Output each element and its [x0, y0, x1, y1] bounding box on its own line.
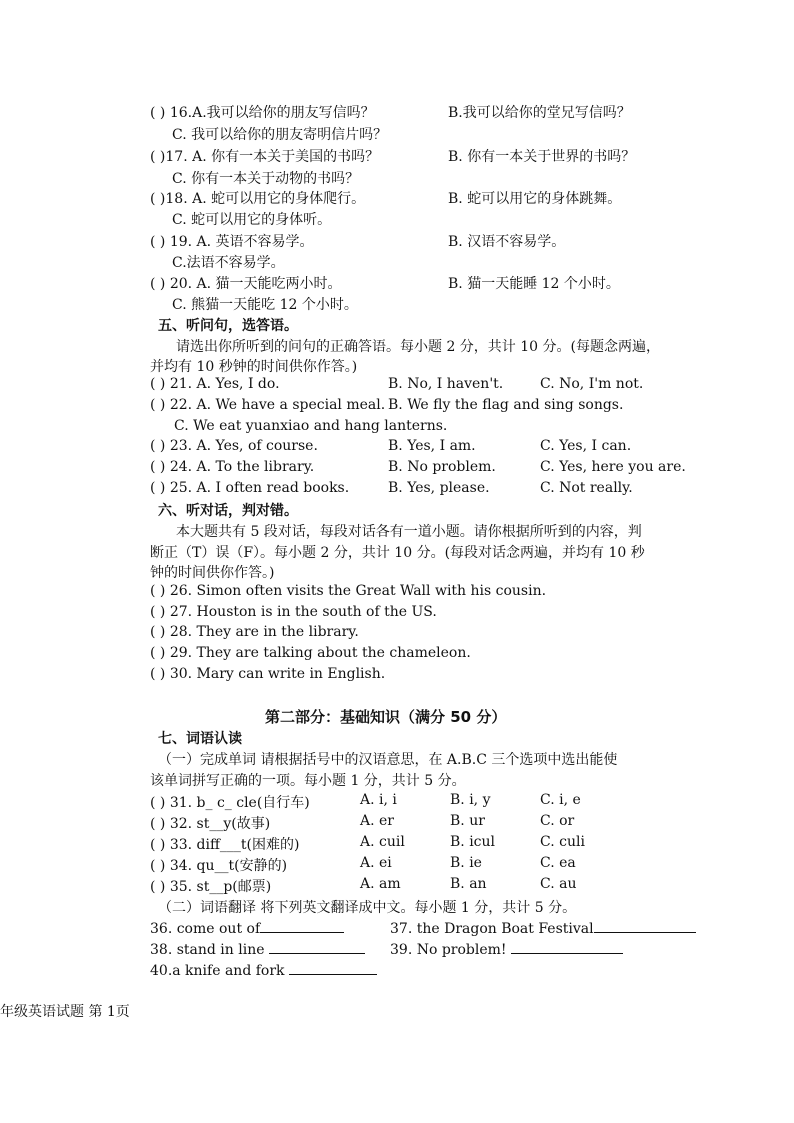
q39	[390, 939, 623, 958]
q39-blank[interactable]	[511, 939, 623, 954]
q17-a: ( )17. A. 你有一本关于美国的书吗？	[150, 149, 380, 165]
q30: ( ) 30. Mary can write in English.	[150, 666, 386, 682]
sub1-instr1: （一）完成单词 请根据括号中的汉语意思，在 A.B.C 三个选项中选出能使	[158, 752, 618, 768]
q32-c: C. or	[540, 813, 575, 829]
part2-title: 第二部分：基础知识（满分 50 分）	[265, 708, 507, 726]
q17-c: C. 你有一本关于动物的书吗？	[172, 171, 360, 187]
q25-b: B. Yes, please.	[388, 480, 490, 496]
sub1-instr2: 该单词拼写正确的一项。每小题 1 分，共计 5 分。	[150, 773, 466, 789]
section6-instr2: 断正（T）误（F）。每小题 2 分，共计 10 分。(每段对话念两遍，并均有 10 秒	[150, 545, 645, 561]
q36-blank[interactable]	[260, 918, 344, 933]
q24-b: B. No problem.	[388, 459, 496, 475]
q36	[150, 918, 344, 937]
q20-a: ( ) 20. A. 猫一天能吃两小时。	[150, 276, 342, 292]
q16-c: C. 我可以给你的朋友寄明信片吗？	[172, 127, 388, 143]
q21-a: ( ) 21. A. Yes, I do.	[150, 376, 280, 392]
q20-b: B. 猫一天能睡 12 个小时。	[448, 276, 620, 292]
q25-a: ( ) 25. A. I often read books.	[150, 480, 350, 496]
q27: ( ) 27. Houston is in the south of the US.	[150, 604, 437, 620]
q21-c: C. No, I'm not.	[540, 376, 644, 392]
q25-c: C. Not really.	[540, 480, 633, 496]
q16-b: B.我可以给你的堂兄写信吗？	[448, 105, 631, 121]
q35-c: C. au	[540, 876, 577, 892]
section5-instr2: 并均有 10 秒钟的时间供你作答。)	[150, 359, 358, 375]
q19-b: B. 汉语不容易学。	[448, 234, 566, 250]
q33: ( ) 33. diff___t(困难的)	[150, 837, 300, 853]
q31: ( ) 31. b_ c_ cle(自行车)	[150, 795, 310, 811]
q24-c: C. Yes, here you are.	[540, 459, 686, 475]
q18-a: ( )18. A. 蛇可以用它的身体爬行。	[150, 191, 366, 207]
q40-label: 40.a knife and fork	[150, 963, 285, 979]
sub2-instr: （二）词语翻译 将下列英文翻译成中文。每小题 1 分，共计 5 分。	[158, 900, 577, 916]
section7-heading: 七、词语认读	[158, 731, 242, 747]
q34-a: A. ei	[360, 855, 392, 871]
q32-a: A. er	[360, 813, 394, 829]
q40	[150, 960, 377, 979]
q23-a: ( ) 23. A. Yes, of course.	[150, 438, 318, 454]
q35-a: A. am	[360, 876, 401, 892]
q34-c: C. ea	[540, 855, 576, 871]
q32-b: B. ur	[450, 813, 485, 829]
q18-b: B. 蛇可以用它的身体跳舞。	[448, 191, 622, 207]
q19-c: C.法语不容易学。	[172, 255, 285, 271]
q18-c: C. 蛇可以用它的身体听。	[172, 212, 332, 228]
q35-b: B. an	[450, 876, 487, 892]
q31-c: C. i, e	[540, 792, 581, 808]
q38-blank[interactable]	[269, 939, 365, 954]
q37-blank[interactable]	[594, 918, 696, 933]
q33-b: B. icul	[450, 834, 496, 850]
q31-a: A. i, i	[360, 792, 397, 808]
q34-b: B. ie	[450, 855, 482, 871]
q38	[150, 939, 365, 958]
q33-a: A. cuil	[360, 834, 405, 850]
q16-a: ( ) 16.A.我可以给你的朋友写信吗？	[150, 105, 375, 121]
q37	[390, 918, 696, 937]
q23-b: B. Yes, I am.	[388, 438, 476, 454]
q29: ( ) 29. They are talking about the chameleon.	[150, 645, 471, 661]
q37-label: 37. the Dragon Boat Festival	[390, 921, 594, 937]
q24-a: ( ) 24. A. To the library.	[150, 459, 315, 475]
q20-c: C. 熊猫一天能吃 12 个小时。	[172, 297, 358, 313]
q23-c: C. Yes, I can.	[540, 438, 632, 454]
q19-a: ( ) 19. A. 英语不容易学。	[150, 234, 314, 250]
section6-instr3: 钟的时间供你作答。)	[150, 565, 275, 581]
q38-label: 38. stand in line	[150, 942, 265, 958]
q32: ( ) 32. st__y(故事)	[150, 816, 271, 832]
q17-b: B. 你有一本关于世界的书吗？	[448, 149, 636, 165]
q33-c: C. culi	[540, 834, 585, 850]
section5-instr1: 请选出你所听到的问句的正确答语。每小题 2 分，共计 10 分。(每题念两遍，	[176, 339, 660, 355]
q28: ( ) 28. They are in the library.	[150, 624, 359, 640]
q36-label: 36. come out of	[150, 921, 261, 937]
section6-instr1: 本大题共有 5 段对话，每段对话各有一道小题。请你根据所听到的内容，判	[176, 524, 642, 540]
section5-heading: 五、听问句，选答语。	[158, 318, 298, 334]
q39-label: 39. No problem!	[390, 942, 507, 958]
q35: ( ) 35. st__p(邮票)	[150, 879, 272, 895]
q40-blank[interactable]	[289, 960, 377, 975]
section6-heading: 六、听对话，判对错。	[158, 503, 298, 519]
q22-c: C. We eat yuanxiao and hang lanterns.	[174, 418, 448, 434]
q26: ( ) 26. Simon often visits the Great Wall with his cousin.	[150, 583, 547, 599]
page-footer: 年级英语试题 第 1页	[0, 1004, 130, 1020]
q31-b: B. i, y	[450, 792, 491, 808]
q22-a: ( ) 22. A. We have a special meal.	[150, 397, 386, 413]
q22-b: B. We fly the flag and sing songs.	[388, 397, 624, 413]
q21-b: B. No, I haven't.	[388, 376, 504, 392]
q34: ( ) 34. qu__t(安静的)	[150, 858, 288, 874]
